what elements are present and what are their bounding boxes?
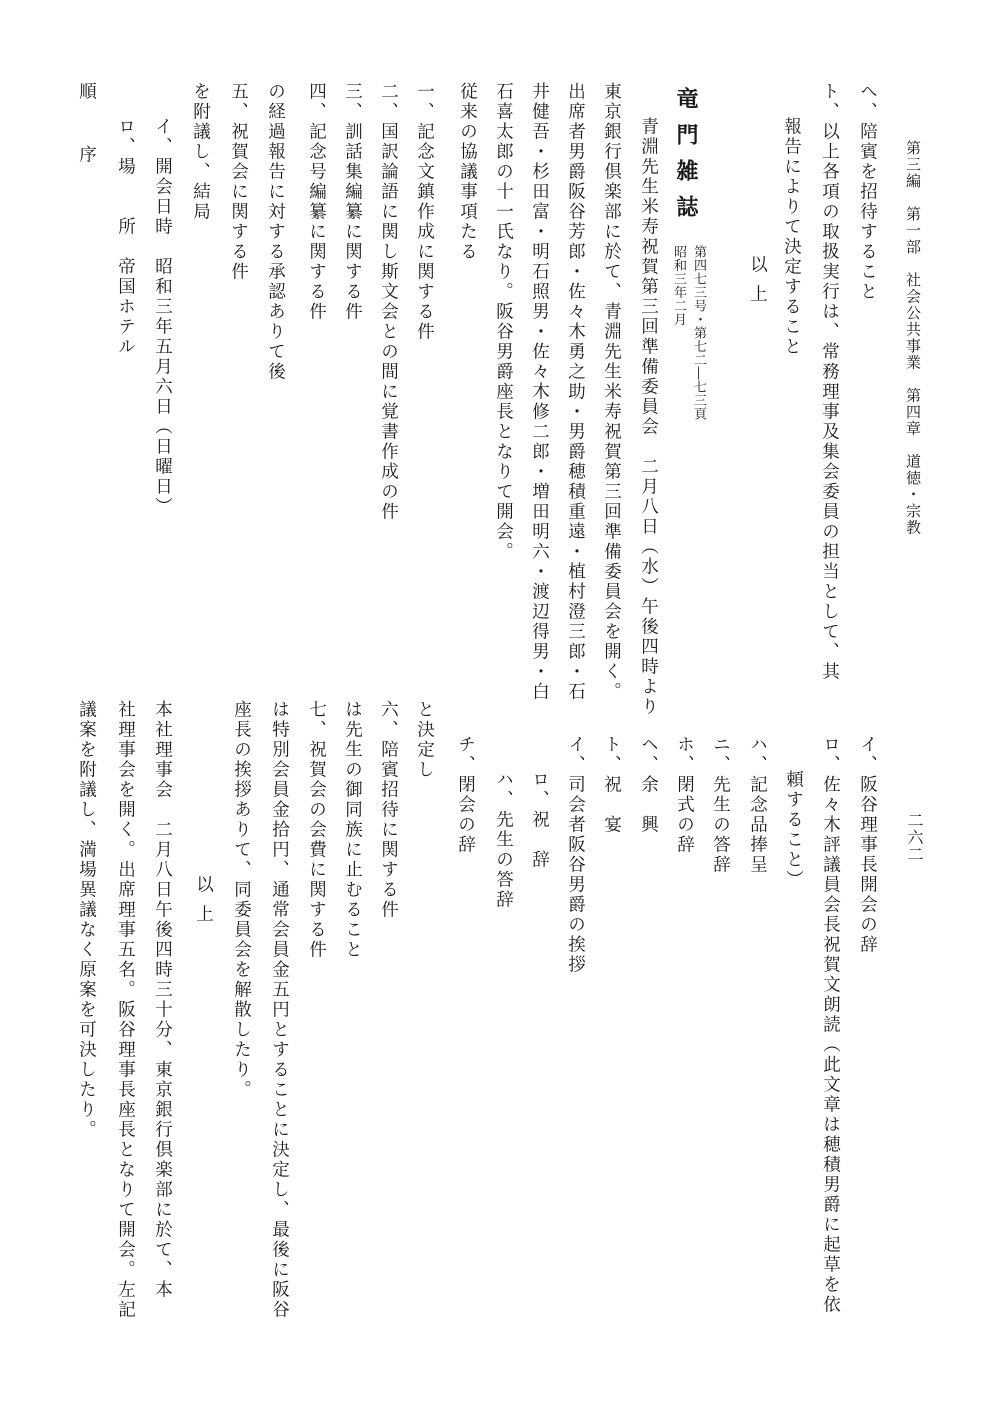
text-line: 座長の挨拶ありて、同委員会を解散したり。	[231, 700, 252, 1100]
running-header: 第三編 第一部 社会公共事業 第四章 道徳・宗教	[904, 140, 922, 536]
program-item: チ、閉会の辞	[455, 735, 476, 855]
text-line-closing: 以上	[193, 875, 214, 934]
text-line: 従来の協議事項たる	[457, 82, 478, 262]
program-item: ト、祝 宴	[601, 735, 622, 835]
program-item: ホ、閉式の辞	[674, 735, 695, 855]
text-line-closing: 以上	[747, 255, 768, 314]
program-item: ヘ、余 興	[638, 735, 659, 835]
text-line: 青淵先生米寿祝賀第三回準備委員会 二月八日（水）午後四時より	[638, 117, 659, 717]
text-line: 石喜太郎の十一氏なり。阪谷男爵座長となりて開会。	[493, 82, 514, 562]
text-line: 出席者男爵阪谷芳郎・佐々木勇之助・男爵穂積重遠・植村澄三郎・石	[565, 82, 586, 702]
text-line: と決定し	[414, 700, 435, 780]
program-item: イ、阪谷理事長開会の辞	[857, 735, 878, 955]
text-line: の経過報告に対する承認ありて後	[265, 82, 286, 382]
agenda-item: 二、国訳論語に関し斯文会との間に覚書作成の件	[378, 82, 399, 522]
text-line: 東京銀行倶楽部に於て、青淵先生米寿祝賀第三回準備委員会を開く。	[601, 82, 622, 702]
program-item: ロ、佐々木評議員会長祝賀文朗読（此文章は穂積男爵に起草を依	[820, 735, 841, 1315]
source-citation: 第四七三号・第七二―七三頁	[691, 245, 706, 421]
sub-item: イ、司会者阪谷男爵の挨拶	[565, 735, 586, 975]
sub-item: イ、開会日時 昭和三年五月六日（日曜日）	[152, 117, 173, 517]
program-item: ニ、先生の答辞	[710, 735, 731, 875]
source-title: 竜門雑誌	[673, 87, 699, 231]
text-line: 本社理事会 二月八日午後四時三十分、東京銀行倶楽部に於て、本	[152, 700, 173, 1300]
agenda-item: 一、記念文鎮作成に関する件	[414, 82, 435, 342]
sub-item: ロ、祝 辞	[529, 770, 550, 870]
agenda-item: 三、訓話集編纂に関する件	[342, 82, 363, 322]
agenda-item: 四、記念号編纂に関する件	[306, 82, 327, 322]
text-line: は先生の御同族に止むること	[342, 700, 363, 960]
text-line: は特別会員金拾円、通常会員金五円とすることに決定し、最後に阪谷	[269, 700, 290, 1320]
text-line: 井健吾・杉田富・明石照男・佐々木修二郎・増田明六・渡辺得男・白	[529, 82, 550, 702]
sub-item: ロ、場 所 帝国ホテル	[115, 117, 136, 357]
text-line: 議案を附議し、満場異議なく原案を可決したり。	[76, 700, 97, 1140]
text-line: を附議し、結局	[190, 82, 211, 222]
agenda-item: 五、祝賀会に関する件	[228, 82, 249, 282]
text-line: 報告によりて決定すること	[781, 117, 802, 357]
text-line: へ、陪賓を招待すること	[857, 82, 878, 302]
program-item: ハ、記念品捧呈	[747, 735, 768, 875]
source-date: 昭和三年二月	[671, 245, 686, 326]
text-line: 社理事会を開く。出席理事五名。阪谷理事長座長となりて開会。左記	[115, 700, 136, 1320]
agenda-item: 六、陪賓招待に関する件	[378, 700, 399, 920]
text-line: 頼すること）	[783, 770, 804, 890]
agenda-item: 七、祝賀会の会費に関する件	[306, 700, 327, 960]
sub-item: ハ、先生の答辞	[493, 770, 514, 910]
page-number: 二六二	[905, 812, 924, 863]
section-label: 順 序	[76, 82, 97, 177]
text-line: ト、以上各項の取扱実行は、常務理事及集会委員の担当として、其	[819, 82, 840, 682]
